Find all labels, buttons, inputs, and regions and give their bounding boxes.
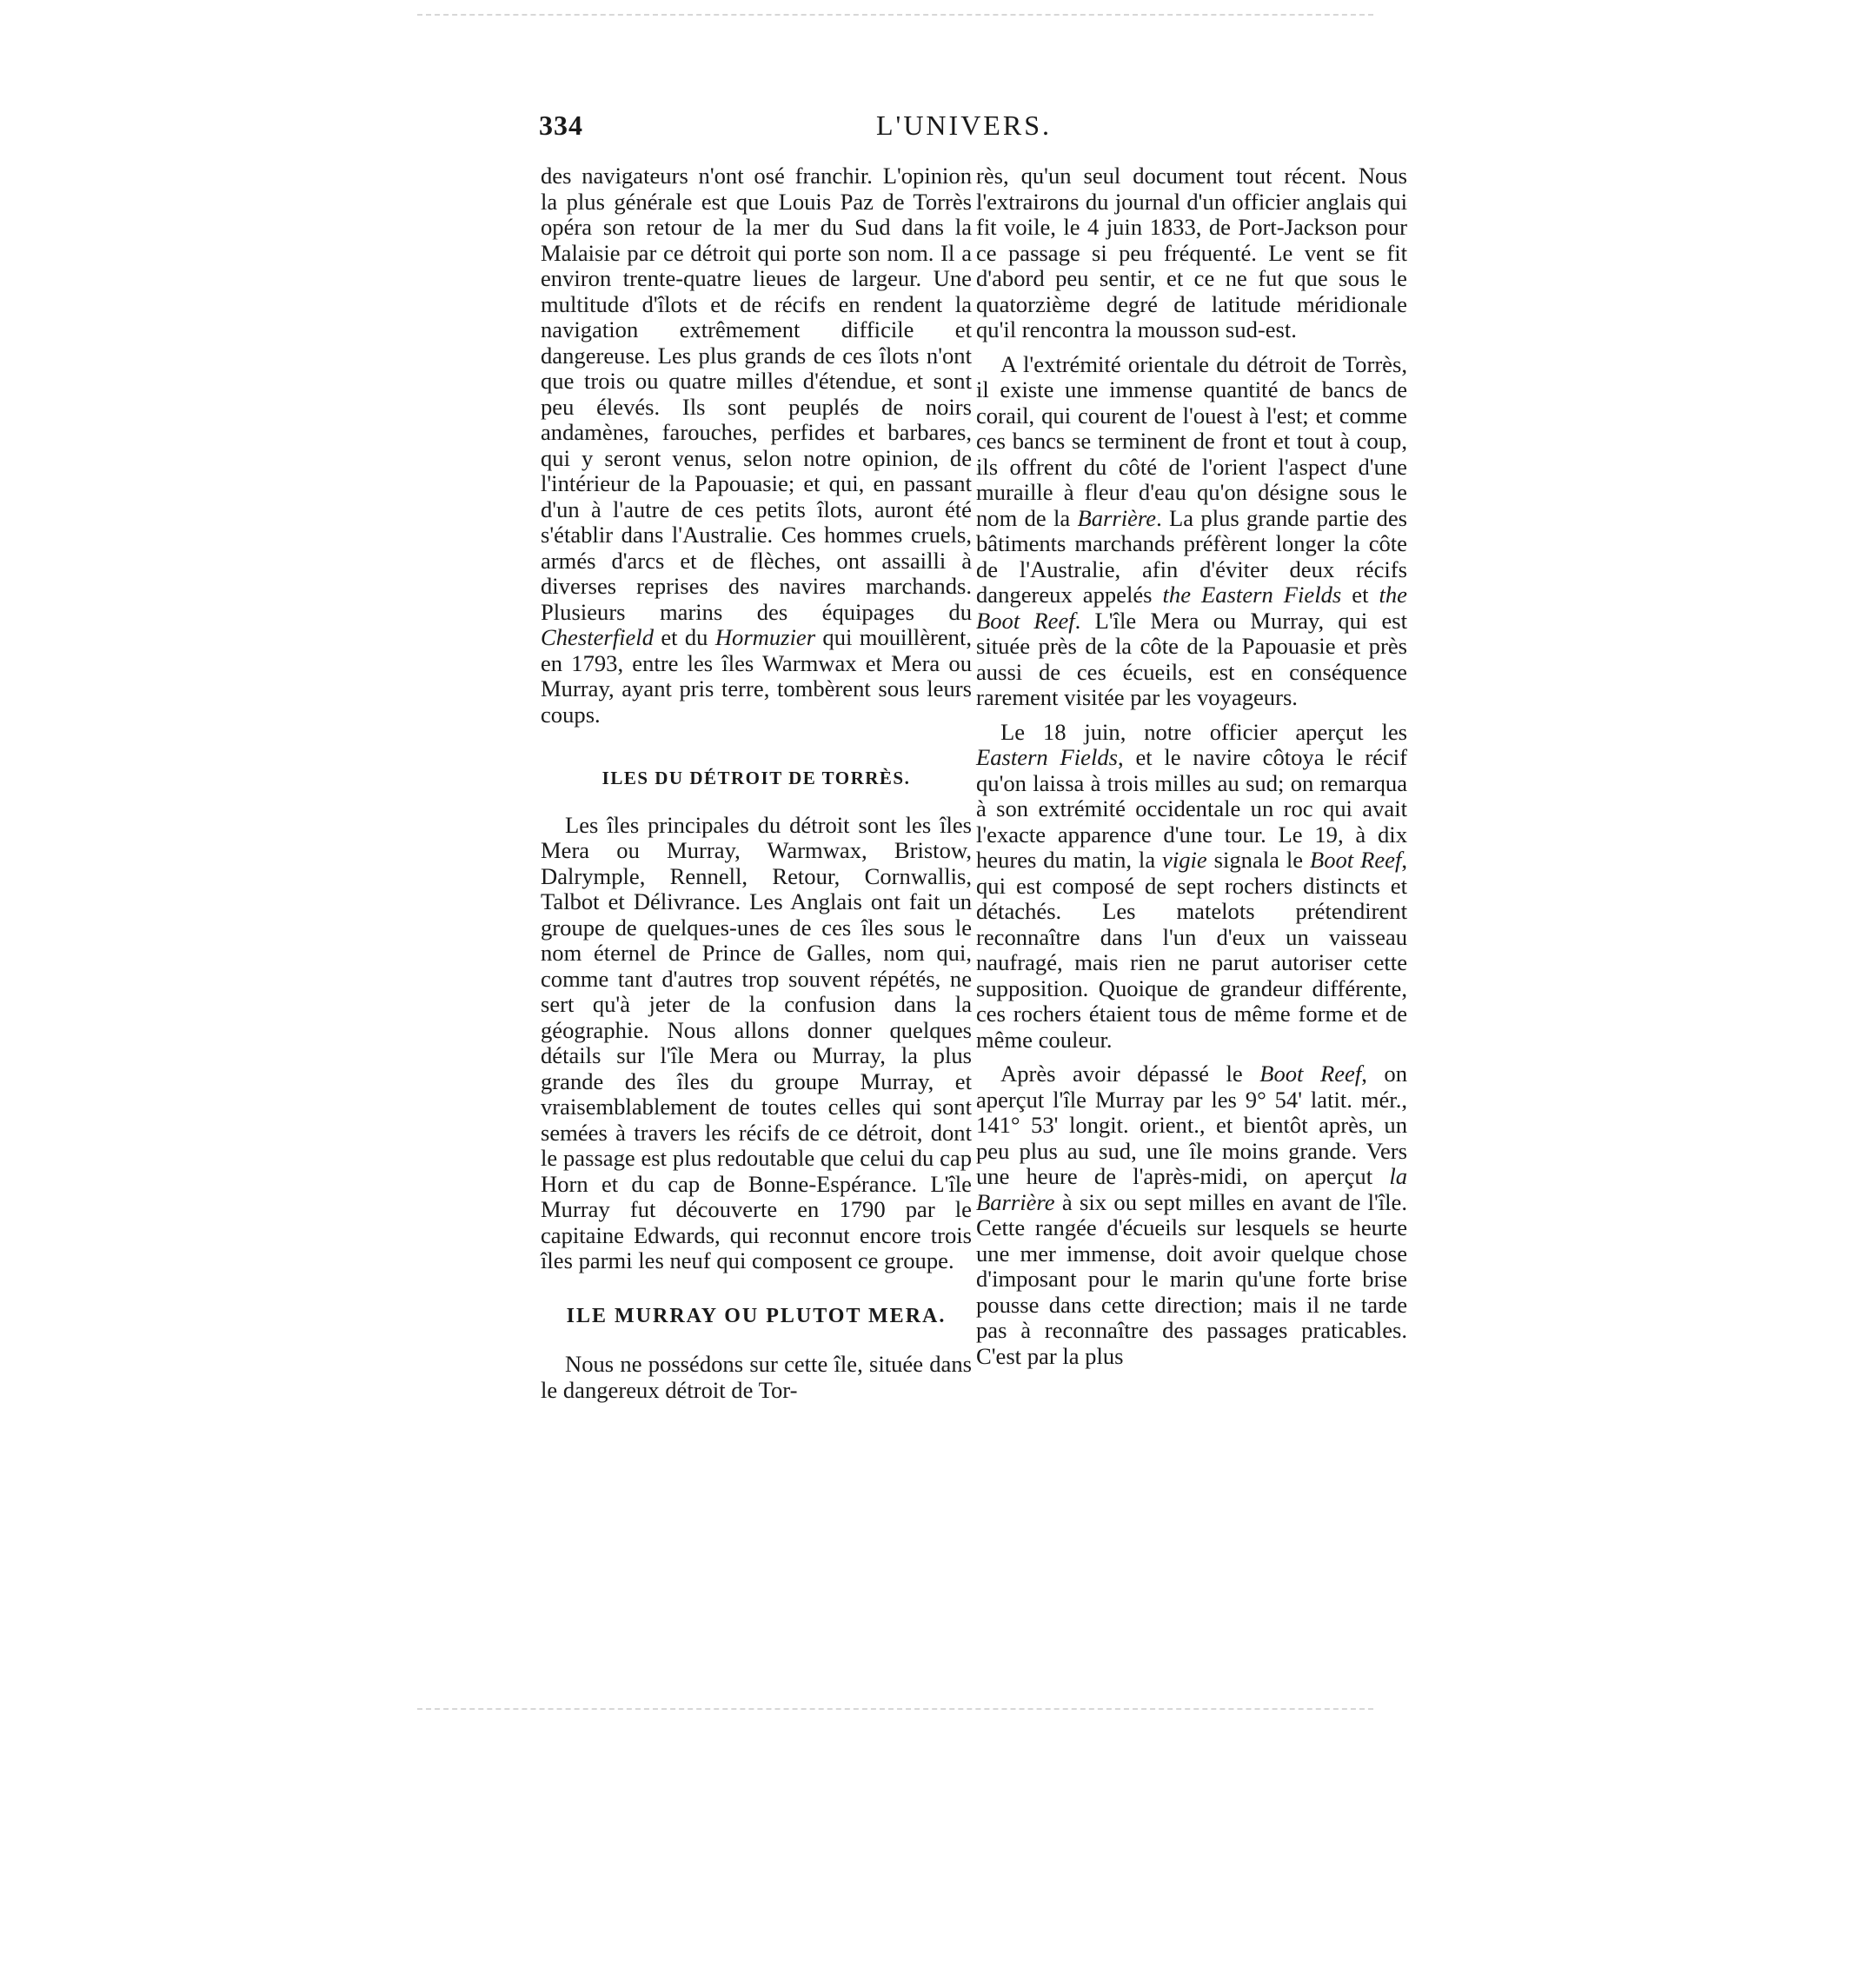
- ship-name-hormuzier: Hormuzier: [714, 624, 816, 650]
- right-column: [976, 163, 1407, 1369]
- right-paragraph-2: A l'extrémité orientale du détroit de Torrès, il existe une immense quantité de bancs de corail, qui courent de l'ouest à l'est; et comme ces bancs se terminent de front et tout à coup, ils offrent du côté de l'orient l'aspect d'une muraille à fleur d'eau qu'on désigne sous le nom de la Barrière. La plus grande partie des bâtiments marchands préfèrent longer la côte de l'Australie, afin d'éviter deux récifs dangereux appelés the Eastern Fields et the Boot Reef. L'île Mera ou Murray, qui est située près de la côte de la Papouasie et près aussi de ces écueils, est en conséquence rarement visitée par les voyageurs.: [976, 350, 1407, 710]
- running-head: [528, 110, 1398, 163]
- section-heading-iles-du-detroit: ILES DU DÉTROIT DE TORRÈS.: [601, 768, 911, 788]
- left-column: [541, 163, 972, 1403]
- section-heading-ile-murray: ILE MURRAY OU PLUTOT MERA.: [566, 1304, 947, 1327]
- right-paragraph-4: Après avoir dépassé le Boot Reef, on aperçut l'île Murray par les 9° 54' latit. mér., 141° 53' longit. orient., et bientôt après, un peu plus au sud, une île moins grande. Vers une heure de l'après-midi, on aperçut la Barrière à six ou sept milles en avant de l'île. Cette rangée d'écueils sur lesquels se heurte une mer immense, doit avoir quelque chose d'imposant pour le marin qu'une forte brise pousse dans cette direction; mais il ne tarde pas à reconnaître des passages praticables. C'est par la plus: [976, 1060, 1407, 1369]
- left-paragraph-1: des navigateurs n'ont osé franchir. L'opinion la plus générale est que Louis Paz de Torrès opéra son retour de la mer du Sud dans la Malaisie par ce détroit qui porte son nom. Il a environ trente-quatre lieues de largeur. Une multitude d'îlots et de récifs en rendent la navigation extrêmement difficile et dangereuse. Les plus grands de ces îlots n'ont que trois ou quatre milles d'étendue, et sont peu élevés. Ils sont peuplés de noirs andamènes, farouches, perfides et barbares, qui y seront venus, selon notre opinion, de l'intérieur de la Papouasie; et qui, en passant d'un à l'autre de ces petits îlots, auront été s'établir dans l'Australie. Ces hommes cruels, armés d'arcs et de flèches, ont assailli à diverses reprises des navires marchands. Plusieurs marins des équipages du Chesterfield et du Hormuzier qui mouillèrent, en 1793, entre les îles Warmwax et Mera ou Murray, ayant pris terre, tombèrent sous leurs coups.: [541, 163, 972, 728]
- ship-name-chesterfield: Chesterfield: [541, 624, 654, 650]
- right-paragraph-3: Le 18 juin, notre officier aperçut les Eastern Fields, et le navire côtoya le récif qu'on laissa à trois milles au sud; on remarqua à son extrémité occidentale un roc qui avait l'exacte apparence d'une tour. Le 19, à dix heures du matin, la vigie signala le Boot Reef, qui est composé de sept rochers distincts et détachés. Les matelots prétendirent reconnaître dans l'un d'eux un vaisseau naufragé, mais rien ne parut autoriser cette supposition. Quoique de grandeur différente, ces rochers étaient tous de même forme et de même couleur.: [976, 718, 1407, 1053]
- running-title: L'UNIVERS.: [876, 110, 1052, 141]
- left-paragraph-2: Les îles principales du détroit sont les îles Mera ou Murray, Warmwax, Bristow, Dalrymple, Rennell, Retour, Cornwallis, Talbot et Délivrance. Les Anglais ont fait un groupe de quelques-unes de ces îles sous le nom éternel de Prince de Galles, nom qui, comme tant d'autres trop souvent répétés, ne sert qu'à jeter de la confusion dans la géographie. Nous allons donner quelques détails sur l'île Mera ou Murray, la plus grande des îles du groupe Murray, et vraisemblablement de toutes celles qui sont semées à travers les récifs de ce détroit, dont le passage est plus redoutable que celui du cap Horn et du cap de Bonne-Espérance. L'île Murray fut découverte en 1790 par le capitaine Edwards, qui reconnut encore trois îles parmi les neuf qui composent ce groupe.: [541, 811, 972, 1273]
- left-paragraph-3: Nous ne possédons sur cette île, située dans le dangereux détroit de Tor-: [541, 1351, 972, 1403]
- scan-edge-top: [417, 14, 1373, 16]
- scan-edge-bottom: [417, 1708, 1373, 1710]
- book-page: [528, 110, 1407, 1553]
- page-number: 334: [539, 110, 583, 141]
- right-paragraph-1: rès, qu'un seul document tout récent. Nous l'extrairons du journal d'un officier anglais qui fit voile, le 4 juin 1833, de Port-Jackson pour ce passage si peu fréquenté. Le vent se fit d'abord peu sentir, et ce ne fut que sous le quatorzième degré de latitude méridionale qu'il rencontra la mousson sud-est.: [976, 163, 1407, 342]
